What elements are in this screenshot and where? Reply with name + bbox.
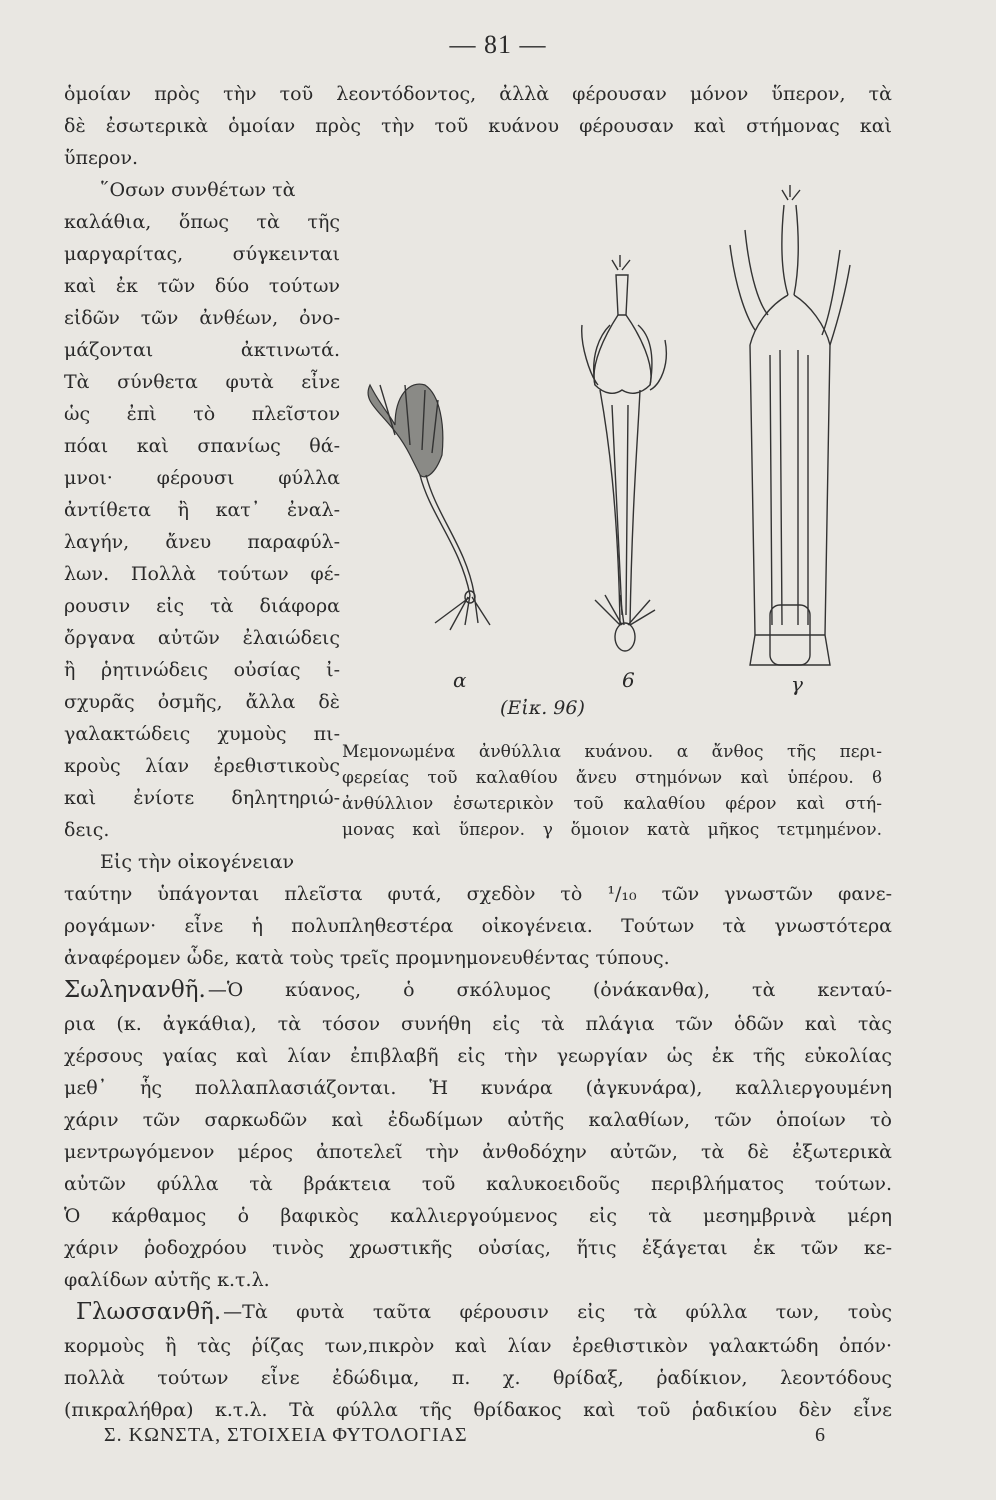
column-line: μνοι· φέρουσι φύλλα <box>64 467 340 489</box>
column-line: μάζονται ἀκτινωτά. <box>64 339 340 361</box>
column-line: Τὰ σύνθετα φυτὰ εἶνε <box>64 371 340 393</box>
text-line: Εἰς τὴν οἰκογένειαν <box>100 851 295 873</box>
section-heading-line <box>76 1298 892 1326</box>
column-line: κροὺς λίαν ἐρεθιστικοὺς <box>64 755 340 777</box>
footer-book-title: Σ. ΚΩΝΣΤΑ, ΣΤΟΙΧΕΙΑ ΦΥΤΟΛΟΓΙΑΣ <box>104 1424 468 1446</box>
text-line: μεντρωγόμενον μέρος ἀποτελεῖ τὴν ἀνθοδόχην αὐτῶν, τὰ δὲ ἐξωτερικὰ <box>64 1141 892 1163</box>
figure-label-a: α <box>453 668 467 692</box>
column-line: καλάθια, ὅπως τὰ τῆς <box>64 211 340 233</box>
column-line: ρουσιν εἰς τὰ διάφορα <box>64 595 340 617</box>
text-line: ὁμοίαν πρὸς τὴν τοῦ λεοντόδοντος, ἀλλὰ φέρουσαν μόνον ὕπερον, τὰ <box>64 83 892 105</box>
column-line: καὶ ἐκ τῶν δύο τούτων <box>64 275 340 297</box>
text-line: χάριν τῶν σαρκωδῶν καὶ ἐδωδίμων αὐτῆς καλαθίων, τῶν ὁποίων τὸ <box>64 1109 892 1131</box>
text-line: ρογάμων· εἶνε ἡ πολυπληθεστέρα οἰκογένεια. Τούτων τὰ γνωστότερα <box>64 915 892 937</box>
text-line: ἀναφέρομεν ὧδε, κατὰ τοὺς τρεῖς προμνημονευθέντας τύπους. <box>64 947 670 969</box>
figure-caption-line: μονας καὶ ὕπερον. γ ὅμοιον κατὰ μῆκος τετμημένον. <box>342 820 882 840</box>
section-heading-glossanthe: Γλωσσανθῆ. <box>76 1299 222 1325</box>
column-line: δεις. <box>64 819 110 841</box>
text-line: χέρσους γαίας καὶ λίαν ἐπιβλαβῆ εἰς τὴν γεωργίαν ὡς ἐκ τῆς εὐκολίας <box>64 1045 892 1067</box>
text-line: ὕπερον. <box>64 147 139 169</box>
figure-caption-line: φερείας τοῦ καλαθίου ἄνευ στημόνων καὶ ὑπέρου. ϐ <box>342 768 882 788</box>
column-line: ἢ ῥητινώδεις οὐσίας ἰ- <box>64 659 340 681</box>
column-line: γαλακτώδεις χυμοὺς πι- <box>64 723 340 745</box>
text-line: χάριν ῥοδοχρόου τινὸς χρωστικῆς οὐσίας, ἥτις ἐξάγεται ἐκ τῶν κε- <box>64 1237 892 1259</box>
column-line: μαργαρίτας, σύγκεινται <box>64 243 340 265</box>
text-line: ταύτην ὑπάγονται πλεῖστα φυτά, σχεδὸν τὸ ¹/₁₀ τῶν γνωστῶν φανε- <box>64 883 892 905</box>
figure-label-c: γ <box>791 672 803 696</box>
column-line: ὡς ἐπὶ τὸ πλεῖστον <box>64 403 340 425</box>
text-line: δὲ ἐσωτερικὰ ὁμοίαν πρὸς τὴν τοῦ κυάνου φέρουσαν καὶ στήμονας καὶ <box>64 115 892 137</box>
text-line: —Ὁ κύανος, ὁ σκόλυμος (ὀνάκανθα), τὰ κενταύ- <box>207 979 892 1001</box>
text-line: κορμοὺς ἢ τὰς ῥίζας των,πικρὸν καὶ λίαν ἐρεθιστικὸν γαλακτώδη ὀπόν· <box>64 1335 892 1357</box>
column-line: εἰδῶν τῶν ἀνθέων, ὀνο- <box>64 307 340 329</box>
floret-c-drawing <box>730 185 850 665</box>
column-line: πόαι καὶ σπανίως θά- <box>64 435 340 457</box>
text-line: Ὁ κάρθαμος ὁ βαφικὸς καλλιεργούμενος εἰς τὰ μεσημβρινὰ μέρη <box>64 1205 892 1227</box>
figure-label-b: 6 <box>622 668 635 692</box>
column-line: ῞Οσων συνθέτων τὰ <box>100 179 296 201</box>
figure-title: (Εἰκ. 96) <box>500 697 585 719</box>
footer-signature: 6 <box>815 1424 825 1446</box>
column-line: λων. Πολλὰ τούτων φέ- <box>64 563 340 585</box>
section-heading-solenanthe: Σωληνανθῆ. <box>64 977 206 1003</box>
figure-caption-line: ἀνθύλλιον ἐσωτερικὸν τοῦ καλαθίου φέρον καὶ στή- <box>342 794 882 814</box>
figure-caption-line: Μεμονωμένα ἀνθύλλια κυάνου. α ἄνθος τῆς περι- <box>342 742 882 762</box>
text-line: ρια (κ. ἀγκάθια), τὰ τόσον συνήθη εἰς τὰ πλάγια τῶν ὁδῶν καὶ τὰς <box>64 1013 892 1035</box>
column-line: λαγήν, ἄνευ παραφύλ- <box>64 531 340 553</box>
column-line: ἀντίθετα ἢ κατ᾽ ἐναλ- <box>64 499 340 521</box>
text-line: μεθ᾽ ἧς πολλαπλασιάζονται. Ἡ κυνάρα (ἀγκυνάρα), καλλιεργουμένη <box>64 1077 892 1099</box>
section-heading-line <box>64 976 892 1004</box>
floret-b-drawing <box>582 255 667 651</box>
page-number: — 81 — <box>449 30 547 59</box>
column-line: σχυρᾶς ὀσμῆς, ἄλλα δὲ <box>64 691 340 713</box>
text-line: —Τὰ φυτὰ ταῦτα φέρουσιν εἰς τὰ φύλλα των, τοὺς <box>223 1301 892 1323</box>
text-line: πολλὰ τούτων εἶνε ἐδώδιμα, π. χ. θρίδαξ, ῥαδίκιον, λεοντόδους <box>64 1367 892 1389</box>
floret-a-drawing <box>368 384 490 630</box>
figure-illustration <box>350 185 890 725</box>
text-line: φαλίδων αὐτῆς κ.τ.λ. <box>64 1269 270 1291</box>
text-line: αὐτῶν φύλλα τὰ βράκτεια τοῦ καλυκοειδοῦς περιβλήματος τούτων. <box>64 1173 892 1195</box>
column-line: καὶ ἐνίοτε δηλητηριώ- <box>64 787 340 809</box>
text-line: (πικραλήθρα) κ.τ.λ. Τὰ φύλλα τῆς θρίδακος καὶ τοῦ ῥαδικίου δὲν εἶνε <box>64 1399 892 1421</box>
column-line: ὄργανα αὐτῶν ἐλαιώδεις <box>64 627 340 649</box>
